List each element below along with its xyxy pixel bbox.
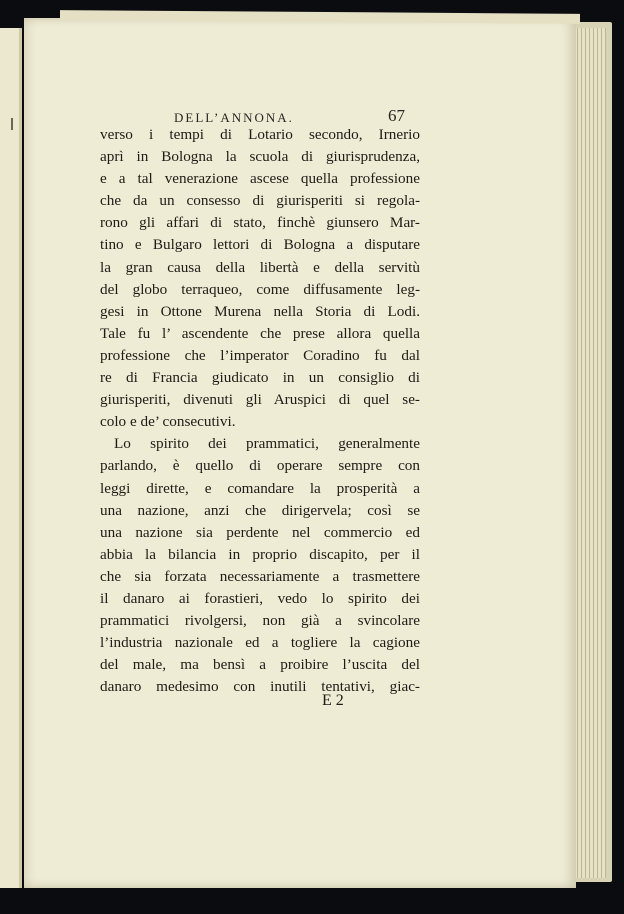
text-line: tino e Bulgaro lettori di Bologna a disputare xyxy=(100,236,420,254)
text-line: aprì in Bologna la scuola di giurisprudenza, xyxy=(100,148,420,166)
margin-mark xyxy=(11,118,13,130)
text-line: re di Francia giudicato in un consiglio di xyxy=(100,369,420,387)
text-line: che da un consesso di giurisperiti si regola- xyxy=(100,192,420,210)
text-line: professione che l’imperator Coradino fu dal xyxy=(100,346,420,364)
text-line: rono gli affari di stato, finchè giunsero Mar- xyxy=(100,214,420,232)
text-line: parlando, è quello di operare sempre con xyxy=(100,457,420,475)
text-line: e a tal venerazione ascese quella professione xyxy=(100,170,420,188)
text-line: una nazione sia perdente nel commercio ed xyxy=(100,523,420,541)
text-line: Tale fu l’ ascendente che prese allora quella xyxy=(100,324,420,342)
text-line: il danaro ai forastieri, vedo lo spirito dei xyxy=(100,589,420,607)
text-line: verso i tempi di Lotario secondo, Irnerio xyxy=(100,126,420,143)
running-head-title: DELL’ANNONA. xyxy=(174,110,294,125)
text-line: leggi dirette, e comandare la prosperità a xyxy=(100,479,420,497)
text-line: l’industria nazionale ed a togliere la cagione xyxy=(100,634,420,652)
text-line: colo e de’ consecutivi. xyxy=(100,413,236,431)
text-line: danaro medesimo con inutili tentativi, giac- xyxy=(100,678,420,696)
left-page-edge xyxy=(0,28,22,888)
text-line: la gran causa della libertà e della servitù xyxy=(100,258,420,276)
text-line: giurisperiti, divenuti gli Aruspici di quel se- xyxy=(100,391,420,409)
text-line: del globo terraqueo, come diffusamente leg- xyxy=(100,280,420,298)
text-line: che sia forzata necessariamente a trasmettere xyxy=(100,567,420,585)
text-line: prammatici rivolgersi, non già a svincolare xyxy=(100,612,420,630)
text-line: abbia la bilancia in proprio discapito, per il xyxy=(100,545,420,563)
text-line: Lo spirito dei prammatici, generalmente xyxy=(114,435,420,453)
text-line: una nazione, anzi che dirigervela; così se xyxy=(100,501,420,519)
text-line: del male, ma bensì a proibire l’uscita del xyxy=(100,656,420,674)
signature-mark: E 2 xyxy=(322,692,344,709)
text-line: gesi in Ottone Murena nella Storia di Lodi. xyxy=(100,302,420,320)
body-text xyxy=(100,124,420,698)
page-number: 67 xyxy=(388,106,405,125)
